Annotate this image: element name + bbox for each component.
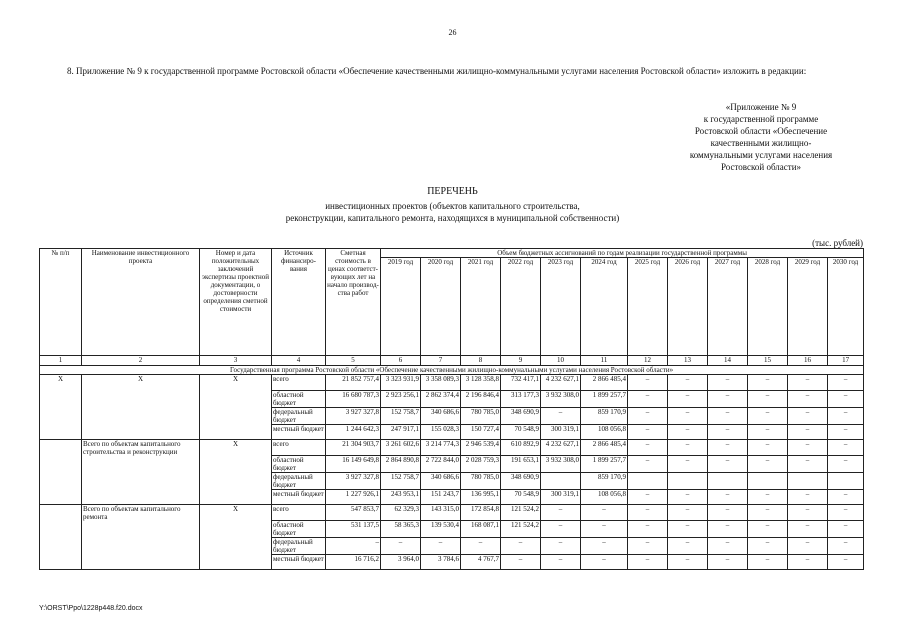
year-amount: – [828, 390, 864, 407]
year-amount [541, 472, 581, 489]
header-year: 2030 год [828, 258, 864, 356]
year-amount: 62 329,3 [381, 505, 421, 521]
year-amount: 3 932 308,0 [541, 455, 581, 472]
table-row [40, 375, 864, 391]
column-number: 9 [501, 356, 541, 366]
year-amount: 2 866 485,4 [581, 375, 628, 391]
header-year: 2025 год [628, 258, 668, 356]
estimated-cost: 21 852 757,4 [326, 375, 381, 391]
year-amount: – [748, 424, 788, 440]
year-amount: 168 087,1 [461, 520, 501, 537]
year-amount: 136 995,1 [461, 489, 501, 505]
year-amount: – [708, 455, 748, 472]
year-amount: – [788, 390, 828, 407]
year-amount: 2 864 890,8 [381, 455, 421, 472]
year-amount: – [708, 440, 748, 456]
year-amount: – [828, 489, 864, 505]
year-amount: 3 261 602,6 [381, 440, 421, 456]
year-amount [628, 472, 668, 489]
column-number: 6 [381, 356, 421, 366]
year-amount: 191 653,1 [501, 455, 541, 472]
year-amount: – [708, 554, 748, 570]
year-amount: – [708, 505, 748, 521]
year-amount: – [788, 440, 828, 456]
year-amount: – [788, 505, 828, 521]
year-amount: – [628, 554, 668, 570]
funding-source: всего [272, 375, 326, 391]
year-amount: 780 785,0 [461, 472, 501, 489]
year-amount: – [788, 554, 828, 570]
column-number: 11 [581, 356, 628, 366]
year-amount: 340 686,6 [421, 407, 461, 424]
header-year: 2021 год [461, 258, 501, 356]
funding-source: федеральный бюджет [272, 472, 326, 489]
expertise-ref: Х [200, 375, 272, 440]
year-amount: 610 892,9 [501, 440, 541, 456]
year-amount: 340 686,6 [421, 472, 461, 489]
column-number: 10 [541, 356, 581, 366]
year-amount: – [581, 537, 628, 554]
header-year: 2022 год [501, 258, 541, 356]
year-amount: – [668, 554, 708, 570]
year-amount: – [581, 554, 628, 570]
year-amount: 172 854,8 [461, 505, 501, 521]
appendix-line: Ростовской области» [720, 162, 802, 172]
year-amount: 2 923 256,1 [381, 390, 421, 407]
year-amount: 121 524,2 [501, 505, 541, 521]
column-number: 1 [40, 356, 82, 366]
column-number: 8 [461, 356, 501, 366]
funding-source: местный бюджет [272, 424, 326, 440]
year-amount: 859 170,9 [581, 407, 628, 424]
units-label: (тыс. рублей) [812, 238, 863, 248]
year-amount [788, 472, 828, 489]
header-year: 2019 год [381, 258, 421, 356]
intro-text: 8. Приложение № 9 к государственной программе Ростовской области «Обеспечение качественными жилищно-коммунальными услугами населения Ростовской области» изложить в редакции: [67, 66, 807, 76]
expertise-ref: Х [200, 505, 272, 570]
program-title: Государственная программа Ростовской области «Обеспечение качественными жилищно-коммунальными услугами населения Ростовской области» [40, 366, 864, 375]
row-no: Х [40, 375, 82, 440]
year-amount: – [828, 407, 864, 424]
column-number: 15 [748, 356, 788, 366]
year-amount: – [628, 375, 668, 391]
year-amount: – [828, 440, 864, 456]
year-amount: 3 784,6 [421, 554, 461, 570]
year-amount: – [668, 440, 708, 456]
year-amount: 2 196 846,4 [461, 390, 501, 407]
year-amount: – [748, 505, 788, 521]
year-amount: 300 319,1 [541, 424, 581, 440]
year-amount: – [628, 505, 668, 521]
year-amount: 2 866 485,4 [581, 440, 628, 456]
estimated-cost: 3 927 327,8 [326, 407, 381, 424]
year-amount: 2 862 374,4 [421, 390, 461, 407]
header-year: 2027 год [708, 258, 748, 356]
year-amount: 108 056,8 [581, 424, 628, 440]
year-amount: 2 722 844,0 [421, 455, 461, 472]
year-amount: – [628, 440, 668, 456]
year-amount: 108 056,8 [581, 489, 628, 505]
year-amount: – [501, 554, 541, 570]
year-amount: 2 028 759,3 [461, 455, 501, 472]
appendix-line: «Приложение № 9 [725, 102, 797, 112]
column-number: 12 [628, 356, 668, 366]
year-amount: – [828, 537, 864, 554]
estimated-cost: 16 680 787,3 [326, 390, 381, 407]
year-amount: 3 128 358,8 [461, 375, 501, 391]
year-amount: 3 358 089,3 [421, 375, 461, 391]
year-amount: – [541, 520, 581, 537]
estimated-cost: 531 137,5 [326, 520, 381, 537]
year-amount [748, 472, 788, 489]
year-amount: – [541, 554, 581, 570]
year-amount: 859 170,9 [581, 472, 628, 489]
year-amount: – [381, 537, 421, 554]
header-year: 2028 год [748, 258, 788, 356]
year-amount: 3 323 931,9 [381, 375, 421, 391]
document-title: ПЕРЕЧЕНЬ [427, 186, 478, 197]
header-expertise: Номер и дата положительных заключений экспертизы проектной документации, о достоверности определения сметной стоимости [200, 249, 272, 356]
year-amount: – [828, 554, 864, 570]
year-amount: – [421, 537, 461, 554]
year-amount: – [668, 407, 708, 424]
year-amount: – [748, 407, 788, 424]
year-amount: – [748, 390, 788, 407]
year-amount [828, 472, 864, 489]
header-row [40, 249, 864, 258]
year-amount: – [668, 537, 708, 554]
table-row [40, 505, 864, 521]
year-amount: – [541, 407, 581, 424]
year-amount: – [788, 407, 828, 424]
year-amount: 313 177,3 [501, 390, 541, 407]
year-amount: – [828, 455, 864, 472]
year-amount: 152 758,7 [381, 472, 421, 489]
year-amount: – [708, 424, 748, 440]
investment-table [39, 248, 864, 570]
year-amount: 4 767,7 [461, 554, 501, 570]
year-amount: – [748, 440, 788, 456]
funding-source: областной бюджет [272, 455, 326, 472]
year-amount: 70 548,9 [501, 424, 541, 440]
year-amount: 121 524,2 [501, 520, 541, 537]
year-amount: – [668, 390, 708, 407]
appendix-line: коммунальными услугами населения [689, 150, 833, 160]
year-amount: – [461, 537, 501, 554]
appendix-note [661, 101, 861, 173]
year-amount: – [788, 375, 828, 391]
year-amount: – [828, 505, 864, 521]
year-amount: – [828, 424, 864, 440]
header-volume: Объем бюджетных ассигнований по годам реализации государственной программы [381, 249, 864, 258]
year-amount: – [581, 505, 628, 521]
estimated-cost: 16 149 649,8 [326, 455, 381, 472]
year-amount: 247 917,1 [381, 424, 421, 440]
year-amount: – [828, 520, 864, 537]
document-subtitle [0, 200, 905, 224]
header-year: 2024 год [581, 258, 628, 356]
program-row [40, 366, 864, 375]
year-amount: 152 758,7 [381, 407, 421, 424]
year-amount: – [581, 520, 628, 537]
funding-source: всего [272, 440, 326, 456]
year-amount [708, 472, 748, 489]
year-amount: – [668, 375, 708, 391]
estimated-cost: 1 227 926,1 [326, 489, 381, 505]
year-amount: – [628, 520, 668, 537]
year-amount: 3 932 308,0 [541, 390, 581, 407]
year-amount: 143 315,0 [421, 505, 461, 521]
column-number: 3 [200, 356, 272, 366]
year-amount: – [628, 424, 668, 440]
column-number: 2 [82, 356, 200, 366]
year-amount: 348 690,9 [501, 472, 541, 489]
estimated-cost: 21 304 903,7 [326, 440, 381, 456]
expertise-ref: Х [200, 440, 272, 505]
page-number: 26 [448, 28, 457, 37]
funding-source: всего [272, 505, 326, 521]
year-amount: – [748, 455, 788, 472]
header-year: 2026 год [668, 258, 708, 356]
year-amount: – [668, 489, 708, 505]
funding-source: федеральный бюджет [272, 537, 326, 554]
funding-source: областной бюджет [272, 520, 326, 537]
funding-source: федеральный бюджет [272, 407, 326, 424]
year-amount: 1 899 257,7 [581, 455, 628, 472]
year-amount: – [708, 407, 748, 424]
header-name: Наименование инвестиционного проекта [82, 249, 200, 356]
year-amount: – [788, 489, 828, 505]
year-amount: 732 417,1 [501, 375, 541, 391]
year-amount: 348 690,9 [501, 407, 541, 424]
year-amount: 3 214 774,3 [421, 440, 461, 456]
subtitle-line: реконструкции, капитального ремонта, находящихся в муниципальной собственности) [285, 213, 620, 223]
year-amount: 155 028,3 [421, 424, 461, 440]
year-amount: – [708, 520, 748, 537]
subtitle-line: инвестиционных проектов (объектов капитального строительства, [325, 201, 580, 211]
year-amount: – [828, 375, 864, 391]
year-amount: – [668, 424, 708, 440]
year-amount: – [748, 554, 788, 570]
year-amount: – [748, 537, 788, 554]
column-number: 4 [272, 356, 326, 366]
year-amount: – [541, 537, 581, 554]
year-amount: 780 785,0 [461, 407, 501, 424]
year-amount: – [668, 505, 708, 521]
year-amount: – [541, 505, 581, 521]
year-amount: 2 946 539,4 [461, 440, 501, 456]
year-amount: – [501, 537, 541, 554]
year-amount: 151 243,7 [421, 489, 461, 505]
year-amount: – [668, 520, 708, 537]
year-amount: 4 232 627,1 [541, 440, 581, 456]
year-amount: – [708, 390, 748, 407]
column-number: 13 [668, 356, 708, 366]
column-number: 17 [828, 356, 864, 366]
year-amount: – [628, 537, 668, 554]
year-amount: 3 964,0 [381, 554, 421, 570]
row-no [40, 440, 82, 505]
row-no [40, 505, 82, 570]
table-row [40, 440, 864, 456]
year-amount: 1 899 257,7 [581, 390, 628, 407]
file-path: Y:\ORST\Ppo\1228p448.f20.docx [39, 605, 143, 612]
year-amount: – [788, 537, 828, 554]
year-amount: 150 727,4 [461, 424, 501, 440]
year-amount: 58 365,3 [381, 520, 421, 537]
project-name: Всего по объектам капитального ремонта [82, 505, 200, 570]
column-number: 7 [421, 356, 461, 366]
year-amount: – [748, 489, 788, 505]
year-amount: – [788, 455, 828, 472]
year-amount: – [708, 489, 748, 505]
year-amount: – [748, 375, 788, 391]
year-amount: – [708, 375, 748, 391]
header-source: Источник финансиро-вания [272, 249, 326, 356]
year-amount: – [628, 489, 668, 505]
year-amount: – [628, 455, 668, 472]
column-number: 14 [708, 356, 748, 366]
header-year: 2029 год [788, 258, 828, 356]
header-year: 2020 год [421, 258, 461, 356]
estimated-cost: – [326, 537, 381, 554]
year-amount: 4 232 627,1 [541, 375, 581, 391]
estimated-cost: 16 716,2 [326, 554, 381, 570]
column-numbers-row [40, 356, 864, 366]
estimated-cost: 1 244 642,3 [326, 424, 381, 440]
year-amount: – [708, 537, 748, 554]
appendix-line: Ростовской области «Обеспечение [694, 126, 828, 136]
project-name: Всего по объектам капитального строительства и реконструкции [82, 440, 200, 505]
estimated-cost: 3 927 327,8 [326, 472, 381, 489]
year-amount: 139 530,4 [421, 520, 461, 537]
year-amount: 243 953,1 [381, 489, 421, 505]
column-number: 16 [788, 356, 828, 366]
intro-paragraph [39, 66, 861, 77]
year-amount: 70 548,9 [501, 489, 541, 505]
year-amount: 300 319,1 [541, 489, 581, 505]
estimated-cost: 547 853,7 [326, 505, 381, 521]
year-amount: – [668, 455, 708, 472]
funding-source: местный бюджет [272, 554, 326, 570]
year-amount: – [788, 424, 828, 440]
year-amount [668, 472, 708, 489]
header-cost: Сметная стоимость в ценах соответст-вующих лет на начало производ-ства работ [326, 249, 381, 356]
project-name: Х [82, 375, 200, 440]
appendix-line: качественными жилищно- [710, 138, 812, 148]
year-amount: – [748, 520, 788, 537]
year-amount: – [788, 520, 828, 537]
appendix-line: к государственной программе [703, 114, 819, 124]
column-number: 5 [326, 356, 381, 366]
funding-source: областной бюджет [272, 390, 326, 407]
year-amount: – [628, 407, 668, 424]
year-amount: – [628, 390, 668, 407]
funding-source: местный бюджет [272, 489, 326, 505]
header-year: 2023 год [541, 258, 581, 356]
header-no: № п/п [40, 249, 82, 356]
